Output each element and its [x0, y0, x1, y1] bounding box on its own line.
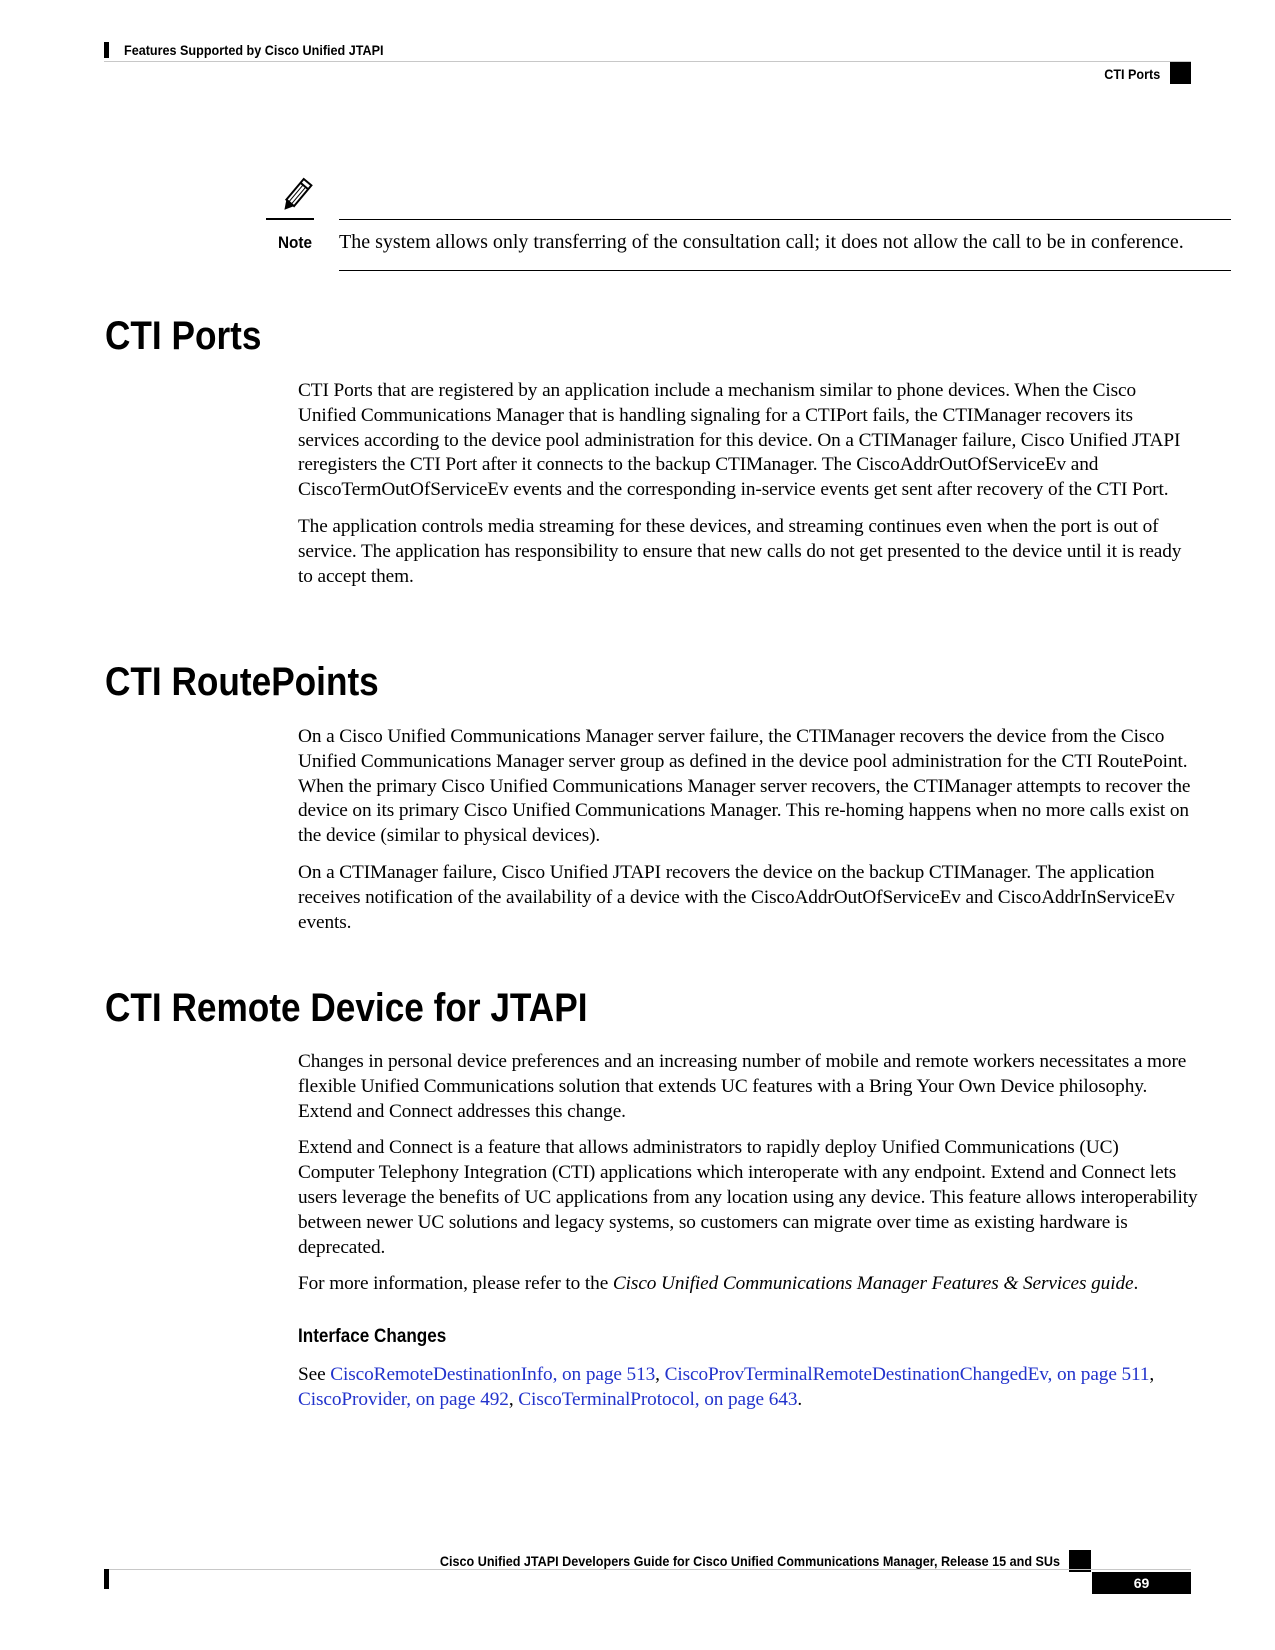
- cti-remote-device-body: [298, 1050, 1198, 1309]
- more-info-suffix: .: [1133, 1273, 1139, 1295]
- header-square: [1170, 62, 1191, 84]
- note-label: Note: [278, 233, 313, 252]
- header-rule: [104, 61, 1191, 62]
- paragraph: The application controls media streaming for these devices, and streaming continues even when the port is out of service. The application has responsibility to ensure that new calls do not get presented to the device until it is ready to accept them.: [298, 515, 1182, 587]
- heading-interface-changes: Interface Changes: [298, 1326, 447, 1347]
- note-rule-top: [339, 219, 1231, 220]
- link-cisco-provider[interactable]: CiscoProvider, on page 492: [298, 1388, 509, 1410]
- link-cisco-terminal-protocol[interactable]: CiscoTerminalProtocol, on page 643: [518, 1388, 798, 1410]
- cti-ports-body: [298, 379, 1198, 601]
- paragraph: On a Cisco Unified Communications Manager server failure, the CTIManager recovers the device from the Cisco Unified Communications Manager server group as defined in the device pool administration for the CTI RoutePoint. When the primary Cisco Unified Communications Manager server recovers, the CTIManager attempts to recover the device on its primary Cisco Unified Communications Manager. This re-homing happens when no more calls exist on the device (similar to physical devices).: [298, 726, 1191, 847]
- end-period: .: [797, 1388, 803, 1410]
- page-number: 69: [1092, 1572, 1191, 1594]
- heading-cti-remote-device: CTI Remote Device for JTAPI: [105, 986, 588, 1030]
- link-cisco-prov-terminal-remote-destination-changed-ev[interactable]: CiscoProvTerminalRemoteDestinationChangedEv, on page 511: [664, 1364, 1150, 1385]
- see-prefix: See: [298, 1364, 331, 1385]
- note-label-rule: [266, 218, 314, 220]
- note-rule-bottom: [339, 270, 1231, 271]
- more-info-prefix: For more information, please refer to the: [298, 1273, 613, 1295]
- guide-reference: Cisco Unified Communications Manager Features & Services guide: [612, 1273, 1134, 1295]
- heading-cti-routepoints: CTI RoutePoints: [105, 660, 379, 704]
- header-bar: [104, 42, 109, 58]
- cti-routepoints-body: [298, 725, 1198, 947]
- heading-cti-ports: CTI Ports: [105, 314, 262, 358]
- paragraph: Changes in personal device preferences and an increasing number of mobile and remote workers necessitates a more flexible Unified Communications solution that extends UC features with a Bring Your Own Device philosophy. Extend and Connect addresses this change.: [298, 1051, 1187, 1122]
- header-section-title: CTI Ports: [1103, 66, 1160, 82]
- see-also-paragraph: [298, 1363, 1198, 1413]
- more-info-paragraph: [298, 1272, 1198, 1297]
- header-chapter-title: Features Supported by Cisco Unified JTAPI: [124, 42, 384, 58]
- footer-bar: [104, 1569, 109, 1589]
- separator: ,: [1149, 1364, 1155, 1385]
- pencil-note-icon: [276, 176, 316, 216]
- footer-rule: [104, 1569, 1191, 1570]
- footer-guide-title: Cisco Unified JTAPI Developers Guide for Cisco Unified Communications Manager, Release 15 and SUs: [439, 1553, 1060, 1569]
- interface-changes-body: [298, 1363, 1198, 1425]
- paragraph: On a CTIManager failure, Cisco Unified JTAPI recovers the device on the backup CTIManager. The application receives notification of the availability of a device with the CiscoAddrOutOfServiceEv and CiscoAddrInServiceEv events.: [298, 861, 1175, 933]
- link-cisco-remote-destination-info[interactable]: CiscoRemoteDestinationInfo, on page 513: [330, 1364, 656, 1385]
- note-text: The system allows only transferring of the consultation call; it does not allow the call to be in conference.: [339, 231, 1184, 253]
- separator: ,: [655, 1364, 665, 1385]
- separator: ,: [508, 1388, 519, 1410]
- paragraph: CTI Ports that are registered by an application include a mechanism similar to phone devices. When the Cisco Unified Communications Manager that is handling signaling for a CTIPort fails, the CTIManager recovers its services according to the device pool administration for this device. On a CTIManager failure, Cisco Unified JTAPI reregisters the CTI Port after it connects to the backup CTIManager. The CiscoAddrOutOfServiceEv and CiscoTermOutOfServiceEv events and the corresponding in-service events get sent after recovery of the CTI Port.: [298, 380, 1181, 501]
- paragraph: Extend and Connect is a feature that allows administrators to rapidly deploy Unified Communications (UC) Computer Telephony Integration (CTI) applications which interoperate with any endpoint. Extend and Connect lets users leverage the benefits of UC applications from any location using any device. This feature allows interoperability between newer UC solutions and legacy systems, so customers can migrate over time as existing hardware is deprecated.: [298, 1137, 1198, 1258]
